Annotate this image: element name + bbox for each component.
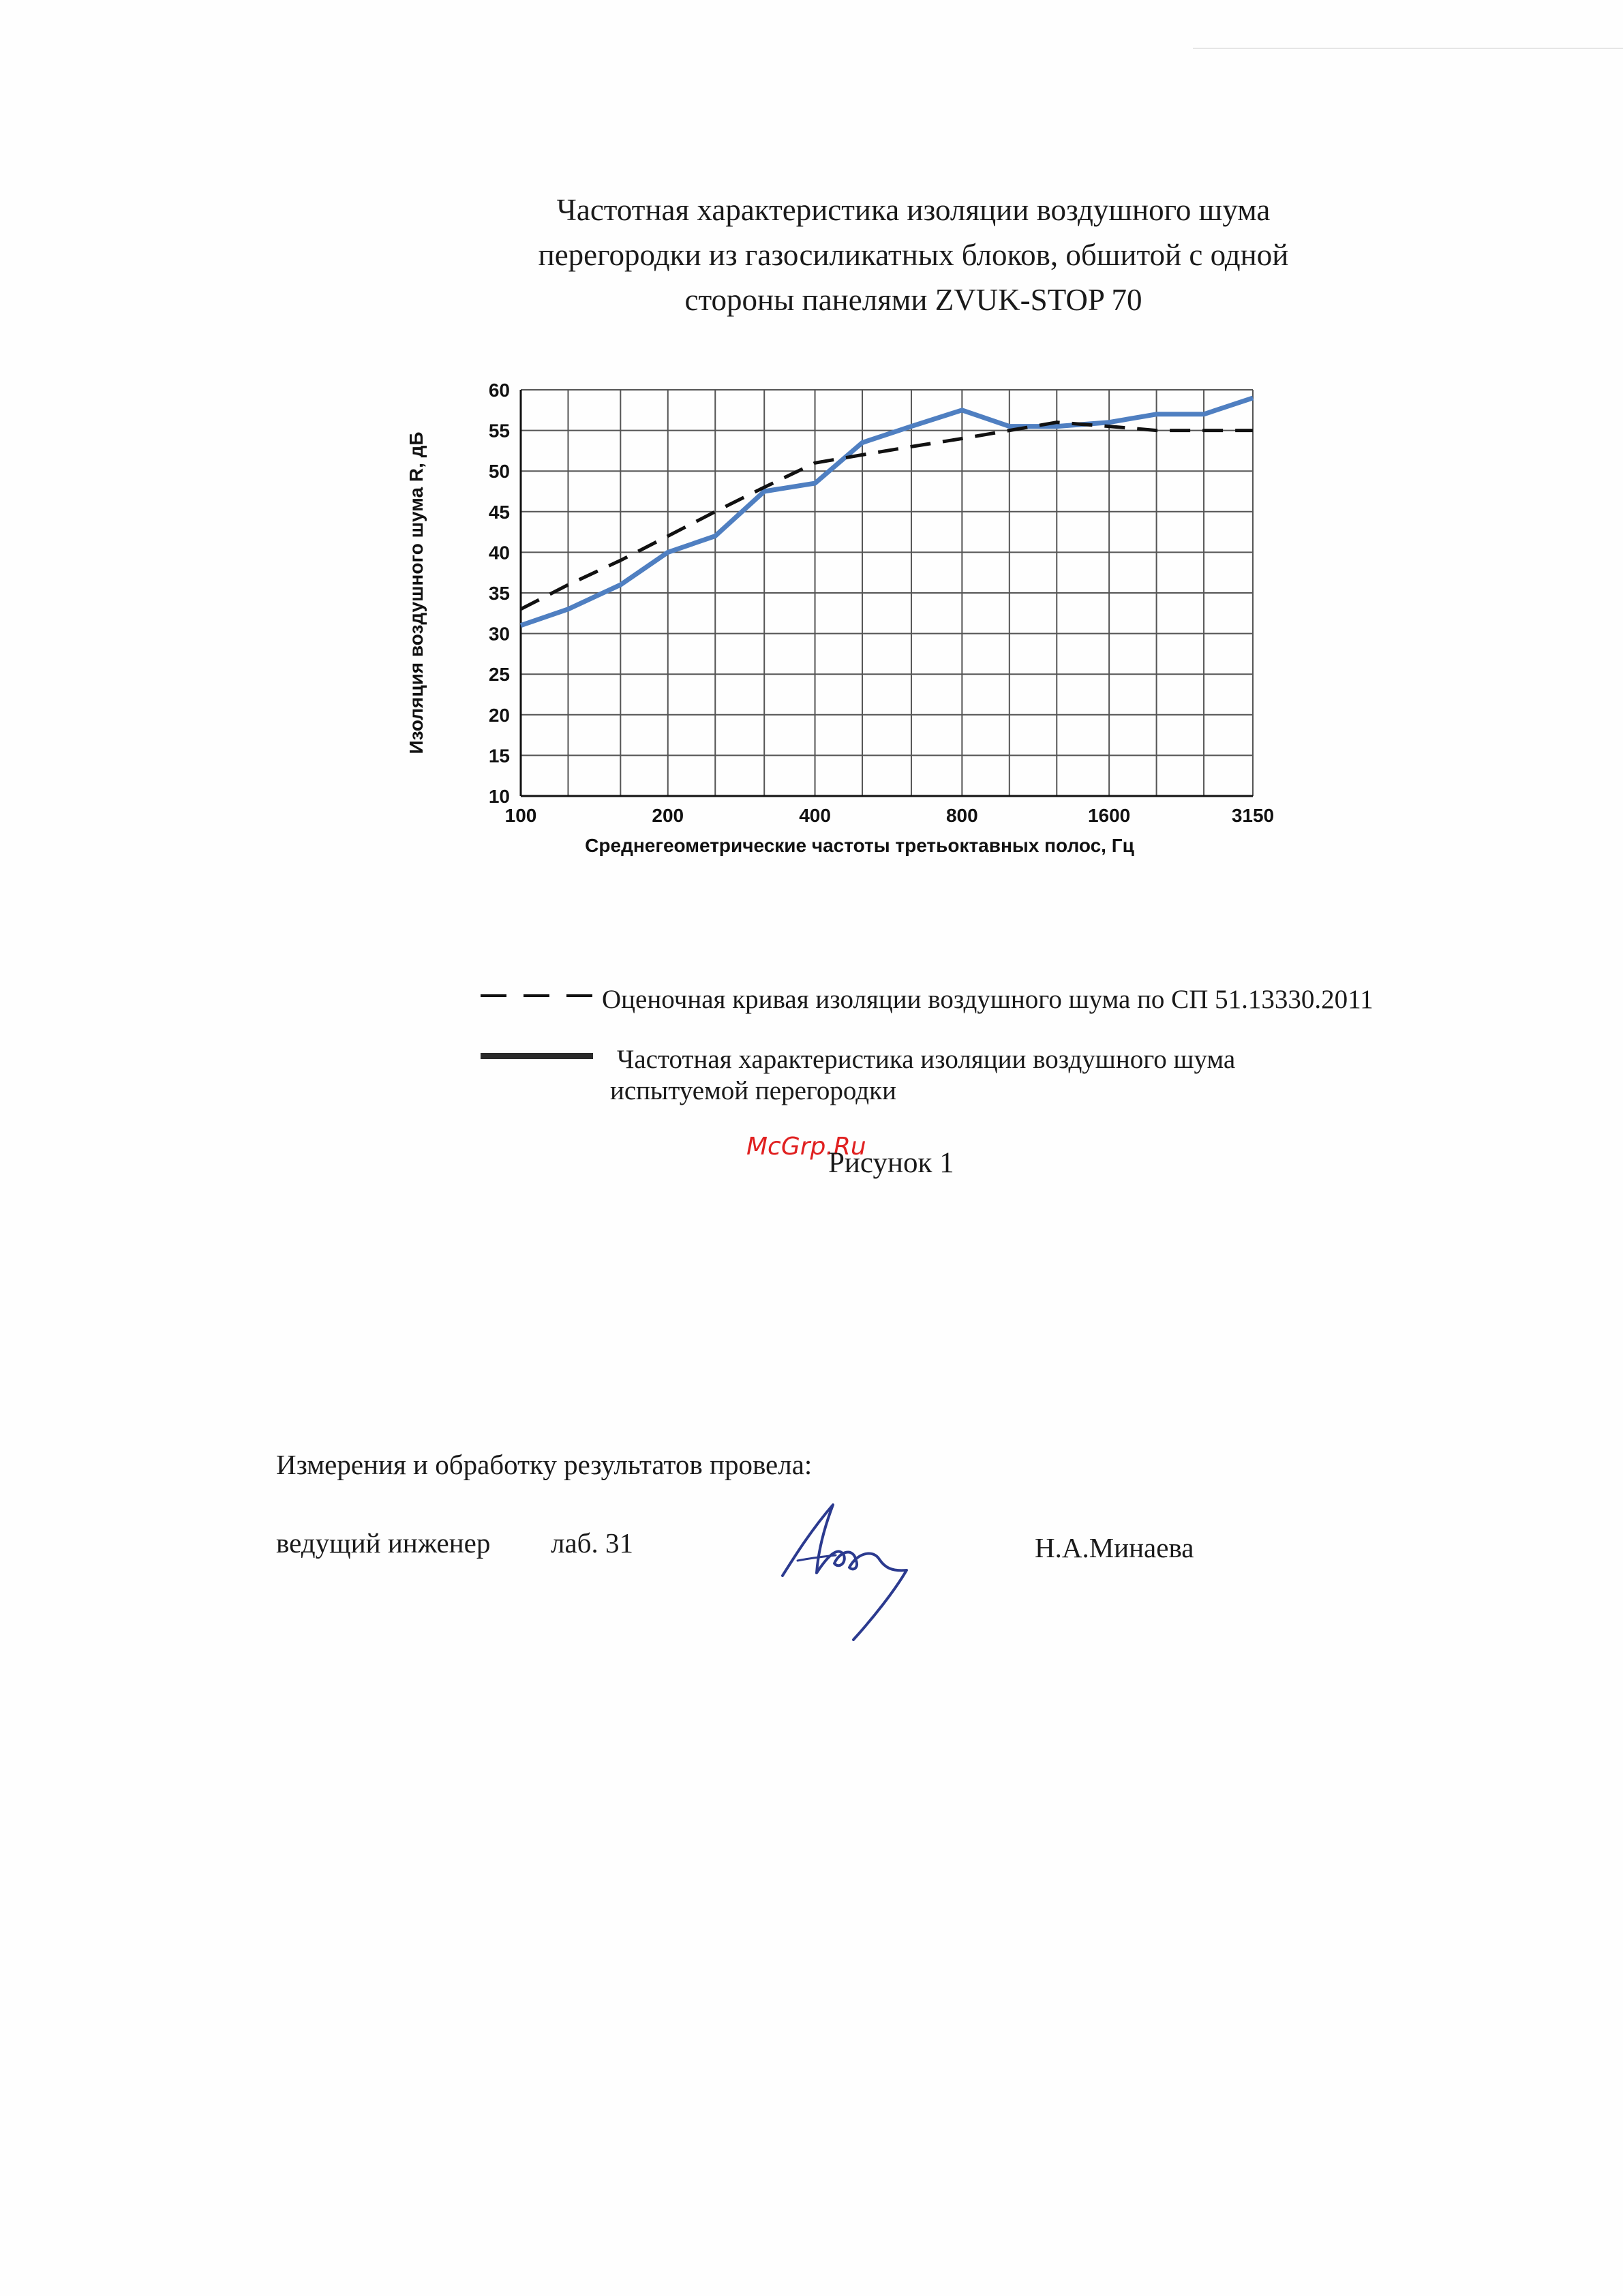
- title-line-2: перегородки из газосиликатных блоков, обшитой с одной: [538, 238, 1289, 272]
- legend-dashed-sample: [481, 992, 593, 1000]
- y-tick-label: 20: [488, 704, 510, 726]
- title-line-3: стороны панелями ZVUK-STOP 70: [684, 283, 1142, 317]
- signoff-heading: Измерения и обработку результатов провела:: [276, 1449, 813, 1480]
- x-tick-label: 400: [799, 805, 831, 826]
- legend-solid-label-line2: испытуемой перегородки: [610, 1076, 896, 1105]
- legend-solid-label-line1: Частотная характеристика изоляции воздушного шума: [617, 1045, 1236, 1074]
- scan-edge-line: [1193, 48, 1623, 49]
- x-axis-label: Среднегеометрические частоты третьоктавных полос, Гц: [585, 835, 1134, 856]
- figure-label: Рисунок 1: [828, 1147, 954, 1179]
- y-tick-label: 45: [488, 501, 510, 523]
- y-tick-label: 35: [488, 583, 510, 604]
- watermark: McGrp.Ru: [746, 1133, 866, 1161]
- y-tick-label: 50: [488, 461, 510, 483]
- y-tick-label: 25: [488, 664, 510, 686]
- y-tick-label: 40: [488, 542, 510, 564]
- signoff-name: Н.А.Минаева: [1035, 1532, 1194, 1563]
- y-tick-label: 60: [488, 380, 510, 401]
- y-tick-label: 30: [488, 623, 510, 645]
- x-tick-label: 100: [504, 805, 537, 826]
- chart-svg: [402, 368, 1295, 872]
- chart-title: [436, 187, 1391, 322]
- legend-solid-sample: [481, 1053, 593, 1059]
- signoff-lab: лаб. 31: [551, 1527, 634, 1559]
- y-tick-label: 15: [488, 745, 510, 767]
- y-tick-label: 10: [488, 786, 510, 807]
- chart-container: [402, 368, 1295, 872]
- title-line-1: Частотная характеристика изоляции воздушного шума: [556, 193, 1271, 227]
- x-tick-label: 200: [652, 805, 684, 826]
- reference-curve-line: [521, 423, 1253, 609]
- y-axis-label: Изоляция воздушного шума R, дБ: [406, 431, 427, 754]
- legend-dashed-label: Оценочная кривая изоляции воздушного шума по СП 51.13330.2011: [602, 985, 1374, 1014]
- x-tick-label: 800: [945, 805, 978, 826]
- x-tick-label: 1600: [1087, 805, 1131, 826]
- x-tick-label: 3150: [1231, 805, 1275, 826]
- y-tick-label: 55: [488, 420, 510, 442]
- handwritten-signature: [770, 1493, 927, 1649]
- signoff-role: ведущий инженер: [276, 1527, 491, 1559]
